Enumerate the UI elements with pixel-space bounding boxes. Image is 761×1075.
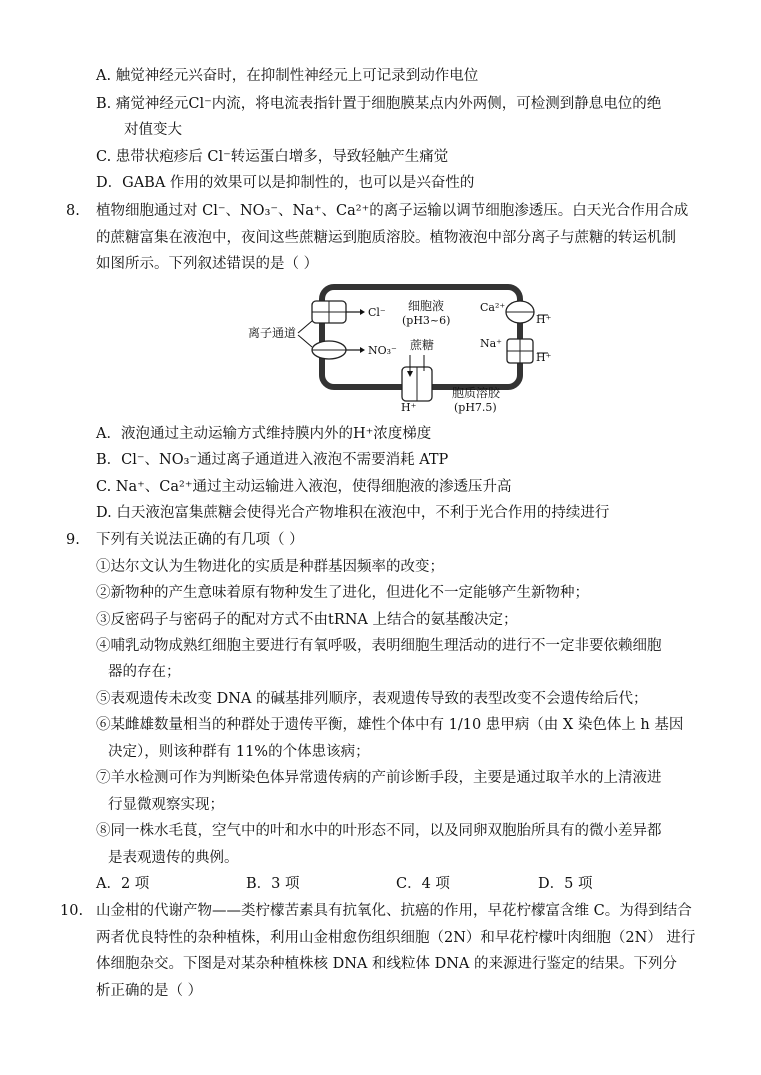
q8-stem-line1: 植物细胞通过对 Cl⁻、NO₃⁻、Na⁺、Ca²⁺的离子运输以调节细胞渗透压。白天光合作用合成 [96,203,689,219]
q8-option-c: C. Na⁺、Ca²⁺通过主动运输进入液泡，使得细胞液的渗透压升高 [96,479,512,495]
sucrose-transporter [402,355,432,401]
ion-channel-pointer1 [298,321,312,333]
q8-stem-line2: 的蔗糖富集在液泡中，夜间这些蔗糖运到胞质溶胶。植物液泡中部分离子与蔗糖的转运机制 [96,230,676,246]
q7-option-a: A. 触觉神经元兴奋时，在抑制性神经元上可记录到动作电位 [96,68,479,84]
q8-option-b: B．Cl⁻、NO₃⁻通过离子通道进入液泡不需要消耗 ATP [96,452,449,468]
q9-statement-7-line2: 行显微观察实现； [108,797,224,813]
h-label-right2: H⁺ [536,351,552,364]
q9-statement-3: ③反密码子与密码子的配对方式不由tRNA 上结合的氨基酸决定； [96,612,518,628]
ion-channel-label: 离子通道 [248,326,297,340]
q9-number: 9. [66,532,80,548]
cytosol-ph: (pH7.5) [454,401,497,414]
q9-statement-1: ①达尔文认为生物进化的实质是种群基因频率的改变； [96,559,444,575]
q8-option-a: A．液泡通过主动运输方式维持膜内外的H⁺浓度梯度 [96,426,432,442]
no3-arrowhead [360,347,365,353]
cell-sap-title: 细胞液 [408,299,445,313]
cl-arrowhead [360,309,365,315]
h-label-right1: H⁺ [536,313,552,326]
q8-stem-line3: 如图所示。下列叙述错误的是（ ） [96,256,319,272]
q7-option-d: D．GABA 作用的效果可以是抑制性的，也可以是兴奋性的 [96,175,475,191]
q9-options-row [96,874,656,894]
q9-option-a: A．2 项 [96,876,150,892]
q9-stem: 下列有关说法正确的有几项（ ） [96,532,304,548]
cytosol-title: 胞质溶胶 [452,386,501,400]
q8-option-d: D. 白天液泡富集蔗糖会使得光合产物堆积在液泡中，不利于光合作用的持续进行 [96,505,610,521]
q7-option-c: C. 患带状疱疹后 Cl⁻转运蛋白增多，导致轻触产生痛觉 [96,149,449,165]
cell-sap-ph: (pH3~6) [402,314,451,327]
q10-line4: 析正确的是（ ） [96,983,203,999]
q9-option-d: D．5 项 [538,876,593,892]
q9-statement-5: ⑤表观遗传未改变 DNA 的碱基排列顺序，表观遗传导致的表型改变不会遗传给后代； [96,691,648,707]
q8-number: 8. [66,203,80,219]
q10-number: 10. [60,903,84,919]
q9-statement-6-line2: 决定），则该种群有 11%的个体患该病； [108,744,370,760]
cl-label: Cl⁻ [368,306,386,319]
q9-option-b: B．3 项 [246,876,300,892]
q10-line3: 体细胞杂交。下图是对某杂种植株核 DNA 和线粒体 DNA 的来源进行鉴定的结果。下列分 [96,956,678,972]
q9-statement-2: ②新物种的产生意味着原有物种发生了进化，但进化不一定能够产生新物种； [96,585,589,601]
no3-label: NO₃⁻ [368,344,397,357]
ca-antiporter [506,301,534,323]
q9-statement-7-line1: ⑦羊水检测可作为判断染色体异常遗传病的产前诊断手段，主要是通过取羊水的上清液进 [96,770,662,786]
cl-channel [312,301,346,323]
ca-label: Ca²⁺ [480,301,506,314]
q9-statement-8-line2: 是表观遗传的典例。 [108,850,239,866]
ion-channel-pointer2 [298,335,312,347]
na-antiporter [507,339,533,363]
q9-statement-8-line1: ⑧同一株水毛茛，空气中的叶和水中的叶形态不同，以及同卵双胞胎所具有的微小差异都 [96,823,662,839]
q9-statement-6-line1: ⑥某雌雄数量相当的种群处于遗传平衡，雄性个体中有 1/10 患甲病（由 X 染色体上 h 基因 [96,717,684,733]
no3-channel [312,341,346,359]
q7-option-b-line2: 对值变大 [124,122,182,138]
vacuole-transport-diagram [248,271,558,415]
q9-statement-4-line2: 器的存在； [108,664,181,680]
q9-option-c: C．4 项 [396,876,450,892]
na-label: Na⁺ [480,337,502,350]
q9-statement-4-line1: ④哺乳动物成熟红细胞主要进行有氧呼吸，表明细胞生理活动的进行不一定非要依赖细胞 [96,638,662,654]
q10-line2: 两者优良特性的杂种植株，利用山金柑愈伤组织细胞（2N）和早花柠檬叶肉细胞（2N） 进行 [96,930,696,946]
q10-line1: 山金柑的代谢产物——类柠檬苦素具有抗氧化、抗癌的作用，早花柠檬富含维 C。为得到结合 [96,903,692,919]
q7-option-b-line1: B. 痛觉神经元Cl⁻内流，将电流表指针置于细胞膜某点内外两侧，可检测到静息电位的绝 [96,96,662,112]
sucrose-label: 蔗糖 [410,338,435,352]
h-label-bottom: H⁺ [401,401,417,414]
